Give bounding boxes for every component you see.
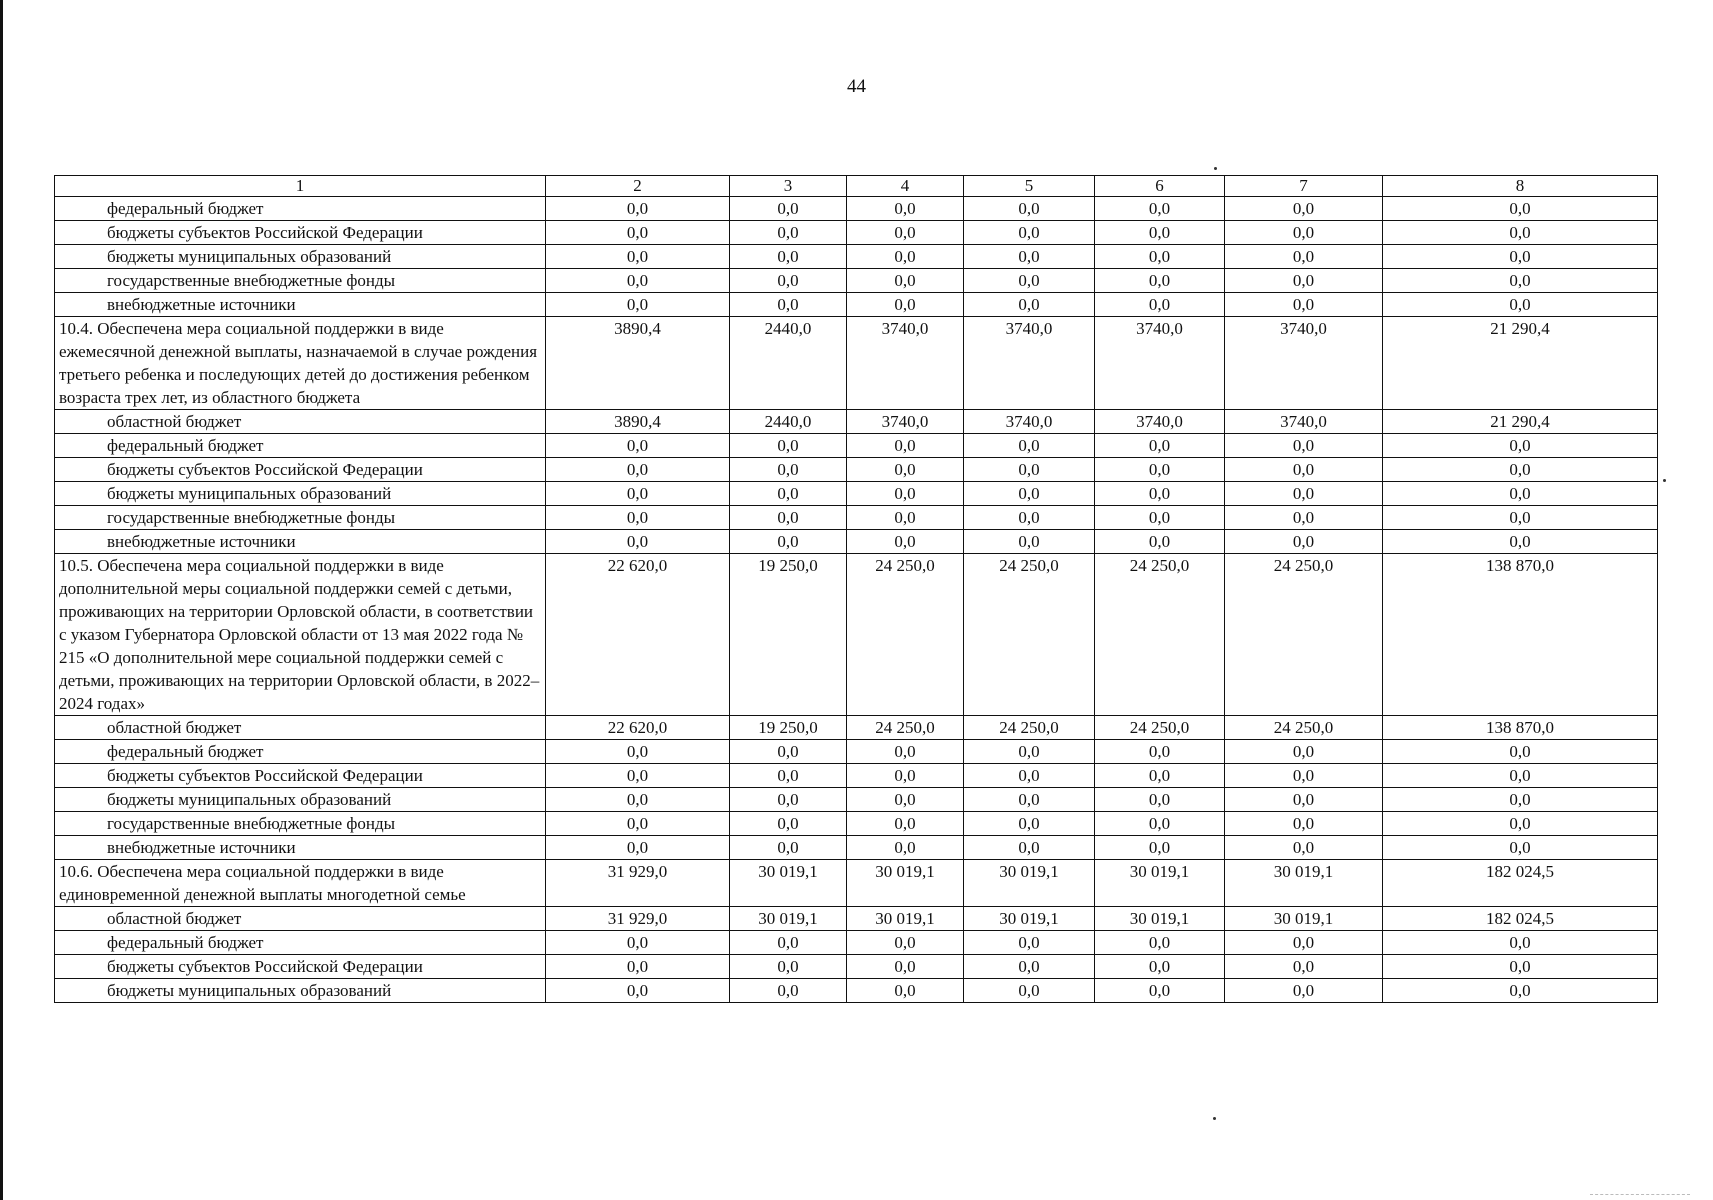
value-cell: 3740,0 — [1225, 317, 1383, 410]
source-row — [55, 506, 1658, 530]
value-cell: 0,0 — [730, 269, 847, 293]
value-cell: 0,0 — [730, 931, 847, 955]
value-cell: 0,0 — [964, 506, 1095, 530]
value-cell: 0,0 — [1225, 740, 1383, 764]
value-cell: 0,0 — [1095, 506, 1225, 530]
value-cell: 24 250,0 — [847, 716, 964, 740]
value-cell: 0,0 — [1225, 458, 1383, 482]
value-cell: 0,0 — [847, 458, 964, 482]
scan-speck — [1213, 1117, 1216, 1120]
value-cell: 0,0 — [847, 740, 964, 764]
value-cell: 31 929,0 — [546, 860, 730, 907]
funding-source-label: бюджеты муниципальных образований — [55, 482, 546, 506]
funding-source-label: внебюджетные источники — [55, 293, 546, 317]
value-cell: 0,0 — [964, 955, 1095, 979]
measure-row — [55, 317, 1658, 410]
value-cell: 0,0 — [1095, 836, 1225, 860]
value-cell: 0,0 — [546, 740, 730, 764]
value-cell: 0,0 — [730, 458, 847, 482]
header-cell: 8 — [1383, 176, 1658, 197]
measure-description: 10.4. Обеспечена мера социальной поддержки в виде ежемесячной денежной выплаты, назначаемой в случае рождения третьего ребенка и последующих детей до достижения ребенком возраста трех лет, из областного бюджета — [55, 317, 546, 410]
value-cell: 0,0 — [730, 506, 847, 530]
value-cell: 30 019,1 — [847, 860, 964, 907]
source-row — [55, 245, 1658, 269]
value-cell: 0,0 — [964, 434, 1095, 458]
value-cell: 0,0 — [964, 221, 1095, 245]
source-row — [55, 269, 1658, 293]
value-cell: 0,0 — [964, 269, 1095, 293]
value-cell: 0,0 — [1095, 931, 1225, 955]
funding-source-label: государственные внебюджетные фонды — [55, 269, 546, 293]
value-cell: 0,0 — [730, 740, 847, 764]
value-cell: 0,0 — [1225, 221, 1383, 245]
value-cell: 0,0 — [546, 221, 730, 245]
value-cell: 0,0 — [730, 955, 847, 979]
value-cell: 30 019,1 — [1225, 907, 1383, 931]
header-cell: 6 — [1095, 176, 1225, 197]
value-cell: 0,0 — [1383, 740, 1658, 764]
value-cell: 0,0 — [1095, 764, 1225, 788]
value-cell: 0,0 — [1095, 245, 1225, 269]
funding-source-label: бюджеты субъектов Российской Федерации — [55, 955, 546, 979]
value-cell: 138 870,0 — [1383, 716, 1658, 740]
measure-row — [55, 860, 1658, 907]
value-cell: 3740,0 — [1095, 410, 1225, 434]
header-row — [55, 176, 1658, 197]
funding-source-label: бюджеты муниципальных образований — [55, 245, 546, 269]
value-cell: 0,0 — [546, 530, 730, 554]
header-cell: 5 — [964, 176, 1095, 197]
value-cell: 182 024,5 — [1383, 860, 1658, 907]
value-cell: 0,0 — [964, 979, 1095, 1003]
value-cell: 0,0 — [730, 482, 847, 506]
funding-source-label: государственные внебюджетные фонды — [55, 812, 546, 836]
value-cell: 0,0 — [1225, 293, 1383, 317]
value-cell: 0,0 — [847, 836, 964, 860]
budget-table — [54, 175, 1658, 1003]
value-cell: 30 019,1 — [847, 907, 964, 931]
value-cell: 3740,0 — [847, 410, 964, 434]
value-cell: 0,0 — [1383, 530, 1658, 554]
value-cell: 0,0 — [1383, 458, 1658, 482]
value-cell: 3890,4 — [546, 317, 730, 410]
source-row — [55, 812, 1658, 836]
value-cell: 0,0 — [1095, 293, 1225, 317]
value-cell: 0,0 — [730, 245, 847, 269]
value-cell: 0,0 — [1225, 788, 1383, 812]
source-row — [55, 740, 1658, 764]
value-cell: 21 290,4 — [1383, 317, 1658, 410]
value-cell: 24 250,0 — [964, 716, 1095, 740]
value-cell: 21 290,4 — [1383, 410, 1658, 434]
value-cell: 19 250,0 — [730, 554, 847, 716]
value-cell: 0,0 — [1383, 836, 1658, 860]
value-cell: 31 929,0 — [546, 907, 730, 931]
value-cell: 0,0 — [847, 269, 964, 293]
value-cell: 0,0 — [730, 434, 847, 458]
value-cell: 0,0 — [730, 293, 847, 317]
value-cell: 0,0 — [1095, 979, 1225, 1003]
value-cell: 0,0 — [1383, 955, 1658, 979]
scan-speck — [1663, 479, 1666, 482]
value-cell: 0,0 — [1383, 979, 1658, 1003]
measure-row — [55, 554, 1658, 716]
value-cell: 0,0 — [847, 931, 964, 955]
source-row — [55, 979, 1658, 1003]
value-cell: 0,0 — [1095, 812, 1225, 836]
value-cell: 30 019,1 — [1095, 907, 1225, 931]
funding-source-label: бюджеты муниципальных образований — [55, 979, 546, 1003]
value-cell: 0,0 — [1383, 434, 1658, 458]
value-cell: 30 019,1 — [730, 860, 847, 907]
funding-source-label: областной бюджет — [55, 410, 546, 434]
value-cell: 0,0 — [964, 458, 1095, 482]
value-cell: 0,0 — [546, 197, 730, 221]
value-cell: 22 620,0 — [546, 554, 730, 716]
value-cell: 0,0 — [1383, 245, 1658, 269]
value-cell: 0,0 — [730, 979, 847, 1003]
value-cell: 0,0 — [1095, 482, 1225, 506]
source-row — [55, 221, 1658, 245]
source-row — [55, 931, 1658, 955]
value-cell: 0,0 — [847, 955, 964, 979]
value-cell: 0,0 — [546, 293, 730, 317]
value-cell: 24 250,0 — [1095, 554, 1225, 716]
header-cell: 1 — [55, 176, 546, 197]
value-cell: 30 019,1 — [964, 907, 1095, 931]
funding-source-label: бюджеты субъектов Российской Федерации — [55, 458, 546, 482]
value-cell: 0,0 — [1383, 197, 1658, 221]
value-cell: 0,0 — [546, 979, 730, 1003]
value-cell: 3740,0 — [1095, 317, 1225, 410]
source-row — [55, 764, 1658, 788]
value-cell: 0,0 — [730, 788, 847, 812]
value-cell: 0,0 — [1095, 221, 1225, 245]
header-cell: 3 — [730, 176, 847, 197]
value-cell: 3740,0 — [847, 317, 964, 410]
value-cell: 0,0 — [1225, 434, 1383, 458]
source-row — [55, 197, 1658, 221]
value-cell: 0,0 — [1225, 764, 1383, 788]
source-row — [55, 955, 1658, 979]
value-cell: 0,0 — [1095, 530, 1225, 554]
value-cell: 0,0 — [847, 245, 964, 269]
source-row — [55, 293, 1658, 317]
value-cell: 0,0 — [1383, 931, 1658, 955]
funding-source-label: областной бюджет — [55, 907, 546, 931]
value-cell: 0,0 — [964, 530, 1095, 554]
value-cell: 0,0 — [1095, 740, 1225, 764]
value-cell: 0,0 — [1383, 221, 1658, 245]
header-cell: 7 — [1225, 176, 1383, 197]
funding-source-label: государственные внебюджетные фонды — [55, 506, 546, 530]
value-cell: 0,0 — [546, 458, 730, 482]
value-cell: 0,0 — [847, 788, 964, 812]
value-cell: 0,0 — [730, 197, 847, 221]
value-cell: 0,0 — [847, 434, 964, 458]
value-cell: 0,0 — [1383, 482, 1658, 506]
value-cell: 2440,0 — [730, 410, 847, 434]
value-cell: 30 019,1 — [1225, 860, 1383, 907]
source-row — [55, 458, 1658, 482]
value-cell: 0,0 — [847, 293, 964, 317]
value-cell: 0,0 — [1225, 836, 1383, 860]
value-cell: 0,0 — [1095, 458, 1225, 482]
value-cell: 0,0 — [1383, 812, 1658, 836]
value-cell: 0,0 — [546, 482, 730, 506]
value-cell: 0,0 — [964, 931, 1095, 955]
value-cell: 0,0 — [847, 764, 964, 788]
funding-source-label: внебюджетные источники — [55, 836, 546, 860]
value-cell: 0,0 — [546, 788, 730, 812]
value-cell: 0,0 — [546, 269, 730, 293]
value-cell: 30 019,1 — [730, 907, 847, 931]
funding-source-label: федеральный бюджет — [55, 931, 546, 955]
value-cell: 0,0 — [847, 530, 964, 554]
scan-speck — [1214, 167, 1217, 170]
value-cell: 3740,0 — [1225, 410, 1383, 434]
value-cell: 0,0 — [1095, 269, 1225, 293]
value-cell: 0,0 — [1383, 788, 1658, 812]
value-cell: 0,0 — [1225, 482, 1383, 506]
value-cell: 0,0 — [847, 506, 964, 530]
source-row — [55, 482, 1658, 506]
value-cell: 0,0 — [1225, 812, 1383, 836]
value-cell: 0,0 — [847, 221, 964, 245]
value-cell: 0,0 — [964, 245, 1095, 269]
value-cell: 0,0 — [1383, 506, 1658, 530]
value-cell: 0,0 — [1225, 931, 1383, 955]
value-cell: 0,0 — [847, 197, 964, 221]
value-cell: 30 019,1 — [964, 860, 1095, 907]
value-cell: 0,0 — [1225, 269, 1383, 293]
value-cell: 0,0 — [1095, 955, 1225, 979]
value-cell: 0,0 — [546, 245, 730, 269]
value-cell: 0,0 — [546, 764, 730, 788]
value-cell: 3740,0 — [964, 317, 1095, 410]
value-cell: 0,0 — [1225, 506, 1383, 530]
value-cell: 22 620,0 — [546, 716, 730, 740]
scan-edge-line — [0, 0, 3, 1200]
value-cell: 0,0 — [1225, 979, 1383, 1003]
value-cell: 0,0 — [730, 836, 847, 860]
value-cell: 0,0 — [1225, 245, 1383, 269]
table-body — [55, 197, 1658, 1003]
source-row — [55, 836, 1658, 860]
measure-description: 10.6. Обеспечена мера социальной поддержки в виде единовременной денежной выплаты многодетной семье — [55, 860, 546, 907]
value-cell: 24 250,0 — [1225, 554, 1383, 716]
value-cell: 138 870,0 — [1383, 554, 1658, 716]
source-row — [55, 788, 1658, 812]
value-cell: 0,0 — [964, 197, 1095, 221]
value-cell: 0,0 — [1225, 955, 1383, 979]
funding-source-label: бюджеты муниципальных образований — [55, 788, 546, 812]
header-cell: 2 — [546, 176, 730, 197]
value-cell: 0,0 — [964, 788, 1095, 812]
value-cell: 0,0 — [1383, 764, 1658, 788]
value-cell: 0,0 — [546, 931, 730, 955]
value-cell: 0,0 — [546, 836, 730, 860]
measure-description: 10.5. Обеспечена мера социальной поддержки в виде дополнительной меры социальной поддержки семей с детьми, проживающих на территории Орловской области, в соответствии с указом Губернатора Орловской области от 13 мая 2022 года № 215 «О дополнительной мере социальной поддержки семей с детьми, проживающих на территории Орловской области, в 2022–2024 годах» — [55, 554, 546, 716]
value-cell: 2440,0 — [730, 317, 847, 410]
value-cell: 0,0 — [847, 812, 964, 836]
source-row — [55, 434, 1658, 458]
value-cell: 0,0 — [964, 293, 1095, 317]
value-cell: 0,0 — [1095, 434, 1225, 458]
scan-footer-mark — [1590, 1194, 1690, 1196]
funding-source-label: внебюджетные источники — [55, 530, 546, 554]
value-cell: 0,0 — [1383, 293, 1658, 317]
value-cell: 24 250,0 — [1095, 716, 1225, 740]
header-cell: 4 — [847, 176, 964, 197]
value-cell: 24 250,0 — [847, 554, 964, 716]
page-number: 44 — [847, 76, 866, 97]
value-cell: 0,0 — [964, 764, 1095, 788]
value-cell: 0,0 — [964, 812, 1095, 836]
source-row — [55, 530, 1658, 554]
value-cell: 0,0 — [1225, 197, 1383, 221]
funding-source-label: федеральный бюджет — [55, 197, 546, 221]
source-row — [55, 907, 1658, 931]
value-cell: 0,0 — [1095, 197, 1225, 221]
value-cell: 0,0 — [847, 482, 964, 506]
value-cell: 0,0 — [546, 812, 730, 836]
value-cell: 0,0 — [730, 812, 847, 836]
value-cell: 24 250,0 — [964, 554, 1095, 716]
source-row — [55, 716, 1658, 740]
value-cell: 0,0 — [1383, 269, 1658, 293]
funding-source-label: федеральный бюджет — [55, 740, 546, 764]
funding-source-label: бюджеты субъектов Российской Федерации — [55, 221, 546, 245]
funding-source-label: бюджеты субъектов Российской Федерации — [55, 764, 546, 788]
funding-source-label: федеральный бюджет — [55, 434, 546, 458]
value-cell: 0,0 — [730, 764, 847, 788]
value-cell: 0,0 — [1095, 788, 1225, 812]
value-cell: 3890,4 — [546, 410, 730, 434]
value-cell: 30 019,1 — [1095, 860, 1225, 907]
source-row — [55, 410, 1658, 434]
value-cell: 0,0 — [964, 836, 1095, 860]
value-cell: 182 024,5 — [1383, 907, 1658, 931]
value-cell: 0,0 — [964, 740, 1095, 764]
value-cell: 0,0 — [546, 955, 730, 979]
value-cell: 0,0 — [730, 221, 847, 245]
value-cell: 0,0 — [546, 434, 730, 458]
value-cell: 0,0 — [730, 530, 847, 554]
value-cell: 24 250,0 — [1225, 716, 1383, 740]
value-cell: 19 250,0 — [730, 716, 847, 740]
funding-source-label: областной бюджет — [55, 716, 546, 740]
value-cell: 0,0 — [847, 979, 964, 1003]
value-cell: 0,0 — [964, 482, 1095, 506]
value-cell: 3740,0 — [964, 410, 1095, 434]
value-cell: 0,0 — [1225, 530, 1383, 554]
value-cell: 0,0 — [546, 506, 730, 530]
